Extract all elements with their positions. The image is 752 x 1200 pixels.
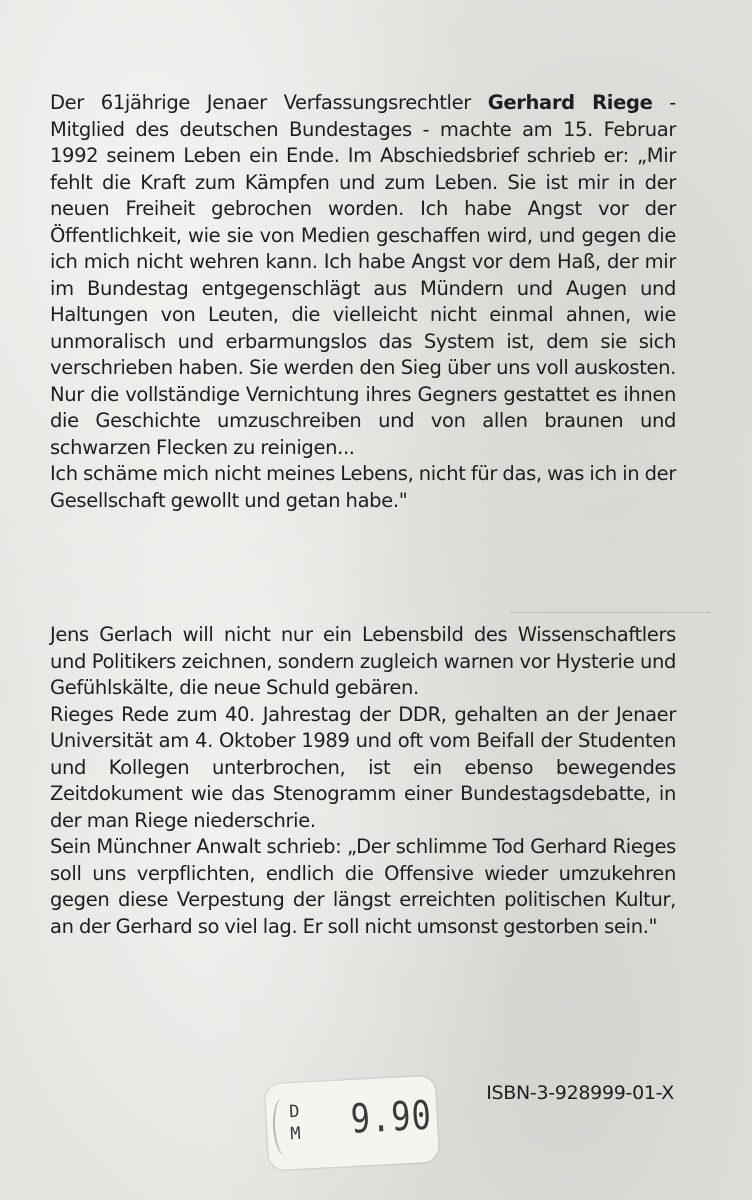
price-value: 9.90 [349, 1091, 433, 1143]
blurb-farewell-quote: - Mitglied des deutschen Bundestages - machte am 15. Februar 1992 seinem Leben ein Ende. Im Abschiedsbrief schrieb er: „Mir fehlt die Kraft zum Kämpfen und zum Leben. Sie ist mir in der neuen Freiheit gebrochen worden. Ich habe Angst vor der Öffentlichkeit, wie sie von Medien geschaffen wird, und gegen die ich mich nicht wehren kann. Ich habe Angst vor dem Haß, der mir im Bundestag entgegenschlägt aus Mündern und Augen und Haltungen von Leuten, die vielleicht nicht einmal ahnen, wie unmoralisch und erbarmungslos das System ist, dem sie sich verschrieben haben. Sie werden den Sieg über uns voll auskosten. Nur die vollständige Vernichtung ihres Gegners gestattet es ihnen die Geschichte umzuschreiben und von allen braunen und schwarzen Flecken zu reinigen... [50, 91, 676, 459]
price-currency: DM [288, 1101, 302, 1145]
blurb-paragraph-intro [50, 90, 676, 461]
blurb-paragraph-gerlach: Jens Gerlach will nicht nur ein Lebensbild des Wissenschaftlers und Politikers zeichnen, sondern zugleich warnen vor Hysterie und Gefühlskälte, die neue Schuld gebären. [50, 623, 676, 699]
blurb-paragraph-speech: Rieges Rede zum 40. Jahrestag der DDR, gehalten an der Jenaer Universität am 4. Oktober 1989 und oft vom Beifall der Studenten und Kollegen unterbrochen, ist ein ebenso bewegendes Zeitdokument wie das Stenogramm einer Bundestagsdebatte, in der man Riege niederschrie. [50, 702, 676, 832]
blurb-paragraph-quote-end: Ich schäme mich nicht meines Lebens, nicht für das, was ich in der Gesellschaft gewollt und getan habe." [50, 462, 676, 512]
blurb-intro-text: Der 61jährige Jenaer Verfassungsrechtler [50, 91, 488, 114]
cover-crease-line [510, 612, 710, 613]
author-subject-name: Gerhard Riege [487, 91, 653, 114]
blurb-section-riege-letter [50, 90, 676, 514]
price-sticker [265, 1076, 439, 1171]
blurb-paragraph-lawyer: Sein Münchner Anwalt schrieb: „Der schlimme Tod Gerhard Rieges soll uns verpflichten, endlich die Offensive wieder umzukehren gegen diese Verpestung der längst erreichten politischen Kultur, an der Gerhard so viel lag. Er soll nicht umsonst gestorben sein." [50, 835, 676, 938]
isbn-number: ISBN-3-928999-01-X [486, 1082, 674, 1104]
blurb-section-description [50, 622, 676, 940]
